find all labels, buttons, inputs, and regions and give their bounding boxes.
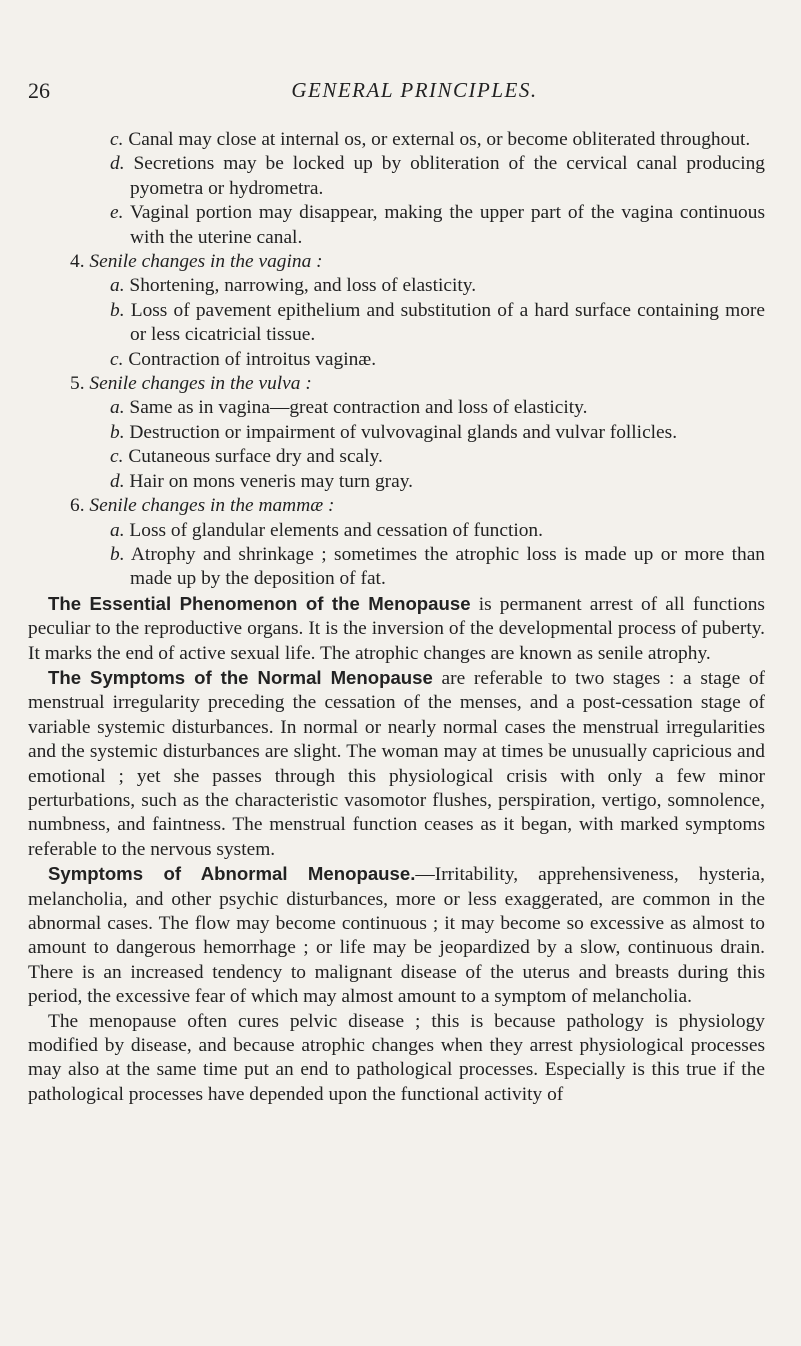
- section-heading: [28, 372, 765, 396]
- list-item: [28, 201, 765, 250]
- paragraph-normal: [28, 666, 765, 862]
- running-head: GENERAL PRINCIPLES.: [291, 78, 538, 102]
- section-heading: [28, 250, 765, 274]
- item-label: a.: [110, 275, 125, 297]
- item-text: Same as in vagina—great contraction and loss of elasticity.: [129, 397, 588, 419]
- item-text: Cutaneous surface dry and scaly.: [128, 446, 383, 468]
- list-item: [28, 128, 765, 152]
- paragraph-text: are referable to two stages : a stage of menstrual irregularity preceding the cessation of the menses, and a post-cessation stage of variable systemic disturbances. In normal or nearly normal cases the menstrual irregularities and the systemic disturbances are slight. The woman may at times be unusually capricious and emotional ; yet she passes through this physiological crisis with only a few minor perturbations, such as the characteristic vasomotor flushes, perspiration, vertigo, somnolence, numbness, and faintness. The menstrual function ceases as it began, with marked symptoms referable to the nervous system.: [28, 667, 765, 860]
- list-item: [28, 396, 765, 420]
- list-item: [28, 519, 765, 543]
- item-text: Atrophy and shrinkage ; sometimes the atrophic loss is made up or more than made up by the deposition of fat.: [130, 543, 766, 590]
- paragraph-pelvic: [28, 1010, 765, 1108]
- paragraph-text: —Irritability, apprehensiveness, hysteria, melancholia, and other psychic disturbances, more or less exaggerated, are common in the abnormal cases. The flow may become continuous ; it may become so excessive as almost to amount to dangerous hemorrhage ; or life may be jeopardized by a slow, continuous drain. There is an increased tendency to malignant disease of the uterus and breasts during this period, the excessive fear of which may almost amount to a symptom of melancholia.: [28, 864, 765, 1008]
- item-text: Loss of pavement epithelium and substitution of a hard surface containing more or less cicatricial tissue.: [130, 299, 765, 346]
- item-text: Shortening, narrowing, and loss of elasticity.: [129, 275, 477, 297]
- item-label: b.: [110, 543, 125, 565]
- list-item: [28, 152, 765, 201]
- item-text: Contraction of introitus vaginæ.: [128, 348, 377, 370]
- item-label: b.: [110, 421, 125, 443]
- section-title: Senile changes in the vulva :: [89, 373, 312, 395]
- item-text: Destruction or impairment of vulvovaginal glands and vulvar follicles.: [129, 421, 678, 443]
- list-item: [28, 421, 765, 445]
- page-header: [28, 78, 761, 106]
- section-number: 5.: [70, 373, 85, 395]
- section-number: 4.: [70, 251, 85, 273]
- item-text: Vaginal portion may disappear, making the upper part of the vagina continuous with the uterine canal.: [129, 202, 765, 248]
- list-item: [28, 348, 765, 372]
- item-label: b.: [110, 299, 125, 321]
- item-label: c.: [110, 446, 124, 468]
- section-heading: [28, 494, 765, 518]
- page-number: 26: [28, 78, 50, 103]
- item-label: d.: [110, 470, 125, 492]
- paragraph-abnormal: [28, 862, 765, 1009]
- item-label: a.: [110, 519, 125, 541]
- list-item: [28, 543, 765, 592]
- item-text: Hair on mons veneris may turn gray.: [129, 470, 414, 492]
- item-label: e.: [110, 202, 124, 224]
- paragraph-text: is permanent arrest of all functions peculiar to the reproductive organs. It is the inversion of the developmental process of puberty. It marks the end of active sexual life. The atrophic changes are known as senile atrophy.: [28, 593, 765, 664]
- section-title: Senile changes in the vagina :: [89, 251, 323, 273]
- list-item: [28, 470, 765, 494]
- section-number: 6.: [70, 495, 85, 517]
- paragraph-heading: Symptoms of Abnormal Menopause.: [48, 863, 416, 885]
- page-body: [28, 128, 765, 1107]
- paragraph-heading: The Symptoms of the Normal Menopause: [48, 666, 433, 688]
- paragraph-text: The menopause often cures pelvic disease ; this is because pathology is physiology modified by disease, and because atrophic changes when they arrest physiological processes may also at the same time put an end to pathological processes. Especially is this true if the pathological processes have depended upon the functional activity of: [28, 1010, 765, 1105]
- section-title: Senile changes in the mammæ :: [89, 495, 335, 517]
- item-label: d.: [110, 153, 125, 175]
- item-label: c.: [110, 129, 124, 150]
- item-text: Canal may close at internal os, or external os, or become obliterated throughout.: [128, 129, 751, 150]
- list-item: [28, 445, 765, 469]
- list-item: [28, 299, 765, 348]
- item-text: Secretions may be locked up by obliteration of the cervical canal producing pyometra or hydrometra.: [130, 153, 765, 199]
- item-label: a.: [110, 397, 125, 419]
- paragraph-heading: The Essential Phenomenon of the Menopause: [48, 592, 471, 614]
- list-item: [28, 274, 765, 298]
- item-text: Loss of glandular elements and cessation of function.: [129, 519, 543, 541]
- paragraph-essential: [28, 592, 765, 666]
- item-label: c.: [110, 348, 124, 370]
